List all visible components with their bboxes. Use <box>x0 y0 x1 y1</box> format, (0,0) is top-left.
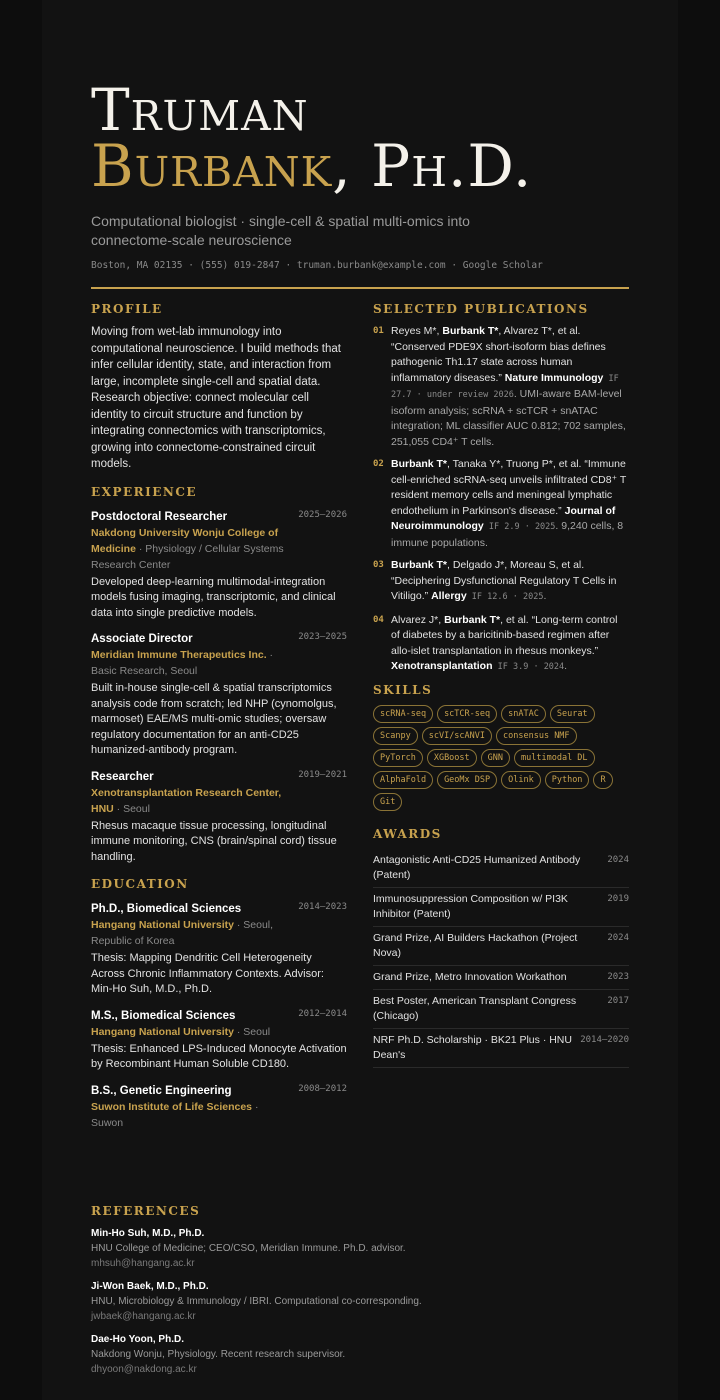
organization-name: Xenotransplantation Research Center, HNU <box>91 786 282 815</box>
entry-description: Thesis: Enhanced LPS-Induced Monocyte Activation by Recombinant Human Soluble CD180. <box>91 1042 347 1070</box>
organization-detail: · Seoul <box>233 1025 271 1038</box>
skill-chip: snATAC <box>501 705 546 723</box>
publication-item <box>373 558 629 606</box>
publication-authors-pre: Reyes M*, <box>391 325 443 337</box>
publication-journal: Xenotransplantation <box>391 660 493 672</box>
organization-detail: · Suwon <box>91 1100 259 1129</box>
publication-self-author: Burbank T* <box>442 325 499 337</box>
education-item <box>91 1083 347 1131</box>
section-references-title: REFERENCES <box>91 1204 201 1218</box>
skill-chip: multimodal DL <box>514 749 595 767</box>
publication-self-author: Burbank T* <box>391 559 448 571</box>
skill-chip: PyTorch <box>373 749 423 767</box>
publication-citation: , Alvarez T*, et al. “Conserved PDE9X short-isoform bias defines pathogenic Th1.17 state across human inflammatory diseases.” <box>391 325 606 384</box>
skill-chip: consensus NMF <box>496 727 577 745</box>
entry-description: Rhesus macaque tissue processing, longitudinal immune monitoring, CNS (brain/spinal cord) tissue handling. <box>91 819 337 863</box>
entry-organization <box>91 1024 287 1040</box>
references-section <box>91 1204 629 1377</box>
section-profile-title: PROFILE <box>91 302 163 316</box>
last-name: Burbank <box>91 132 333 200</box>
publication-number: 02 <box>373 459 384 469</box>
publication-note: . <box>543 590 547 602</box>
publication-number: 04 <box>373 614 384 625</box>
publication-journal: Journal of Neuroimmunology <box>391 504 616 532</box>
skill-chip: Python <box>545 771 590 789</box>
publication-item <box>373 457 629 551</box>
award-year: 2023 <box>607 971 629 982</box>
publication-number: 03 <box>373 560 384 570</box>
entry-date: 2025–2026 <box>298 509 347 520</box>
reference-item <box>91 1279 629 1324</box>
skill-chip: R <box>593 771 612 789</box>
experience-item <box>91 631 347 759</box>
education-item <box>91 1008 347 1073</box>
experience-list <box>91 509 347 866</box>
entry-title: Researcher <box>91 770 154 783</box>
entry-date: 2012–2014 <box>298 1008 347 1019</box>
reference-email[interactable]: dhyoon@nakdong.ac.kr <box>91 1364 197 1375</box>
publication-meta: IF 3.9 · 2024 <box>492 662 565 672</box>
publication-authors-pre: Alvarez J*, <box>391 613 445 626</box>
profile-text: Moving from wet-lab immunology into computational neuroscience. I build methods that infer cellular identity, state, and interaction from large, incomplete single-cell and spatial data. Research objective: connect molecular cell identity to circuit structure and function by integrating connectomics with transcriptomics, growing into connectome-constrained circuit models. <box>91 326 341 470</box>
entry-description: Developed deep-learning multimodal-integration models fusing imaging, transcriptomic, and clinical data into single predictive models. <box>91 575 336 619</box>
award-list <box>373 849 629 1068</box>
entry-title: Ph.D., Biomedical Sciences <box>91 903 242 915</box>
reference-item <box>91 1226 629 1271</box>
section-skills-title: SKILLS <box>373 682 433 697</box>
award-item <box>373 927 629 966</box>
organization-name: Meridian Immune Therapeutics Inc. <box>91 649 267 661</box>
name-suffix: , Ph.D. <box>332 132 533 200</box>
skill-list <box>373 705 629 811</box>
experience-item <box>91 509 347 622</box>
publication-self-author: Burbank T* <box>391 458 448 470</box>
entry-title: Associate Director <box>91 633 193 645</box>
organization-name: Nakdong University Wonju College of Medicine <box>91 526 279 555</box>
organization-detail: · Seoul <box>113 802 150 815</box>
entry-date: 2019–2021 <box>298 769 347 780</box>
contact-line[interactable]: Boston, MA 02135 · (555) 019-2847 · truman.burbank@example.com · Google Scholar <box>91 260 543 271</box>
entry-organization <box>91 647 287 679</box>
entry-description: Thesis: Mapping Dendritic Cell Heterogeneity Across Chronic Inflammatory Contexts. Advisor: Min-Ho Suh, M.D., Ph.D. <box>91 952 324 995</box>
reference-item <box>91 1332 629 1377</box>
award-item <box>373 990 629 1029</box>
award-title: Immunosuppression Composition w/ PI3K Inhibitor (Patent) <box>373 892 568 920</box>
skill-chip: GNN <box>481 749 510 767</box>
award-title: Grand Prize, Metro Innovation Workathon <box>373 970 567 983</box>
publication-journal: Allergy <box>431 590 467 602</box>
award-title: NRF Ph.D. Scholarship · BK21 Plus · HNU Dean's <box>373 1033 572 1061</box>
section-experience-title: EXPERIENCE <box>91 484 198 499</box>
publication-journal: Nature Immunology <box>504 371 604 384</box>
organization-detail: · Physiology / Cellular Systems Research Center <box>91 542 284 571</box>
publication-meta: IF 12.6 · 2025 <box>466 592 544 602</box>
skill-chip: Seurat <box>550 705 595 723</box>
publication-item <box>373 613 629 676</box>
entry-date: 2014–2023 <box>298 902 347 912</box>
publication-note: . UMI-aware BAM-level isoform analysis; scRNA + scTCR + snATAC integration; ML classifier AUC 0.812; 702 samples, 251,055 CD4⁺ T cells. <box>391 388 626 448</box>
experience-item <box>91 769 347 866</box>
award-year: 2014–2020 <box>580 1034 629 1045</box>
publication-citation: , Delgado J*, Moreau S, et al. “Deciphering Dysfunctional Regulatory T Cells in Vitiligo.” <box>391 559 617 602</box>
reference-description: Nakdong Wonju, Physiology. Recent research supervisor. <box>91 1349 346 1360</box>
award-title: Grand Prize, AI Builders Hackathon (Project Nova) <box>373 931 578 959</box>
publication-self-author: Burbank T* <box>444 613 501 626</box>
award-item <box>373 849 629 888</box>
award-year: 2024 <box>607 932 629 943</box>
education-item <box>91 901 347 998</box>
skill-chip: scTCR-seq <box>437 705 497 723</box>
award-item <box>373 966 629 990</box>
publication-citation: , et al. “Long-term control of diabetes by a baricitinib-based regimen after allo-islet transplantation in rhesus monkeys.” <box>391 613 618 657</box>
reference-name: Ji-Won Baek, M.D., Ph.D. <box>91 1281 209 1292</box>
award-item <box>373 1029 629 1068</box>
skill-chip: scRNA-seq <box>373 705 433 723</box>
award-year: 2024 <box>607 854 629 865</box>
award-title: Antagonistic Anti-CD25 Humanized Antibody (Patent) <box>373 853 581 881</box>
tagline: Computational biologist · single-cell & spatial multi-omics into connectome-scale neuroscience <box>91 213 470 248</box>
publication-number: 01 <box>373 326 384 336</box>
entry-description: Built in-house single-cell & spatial transcriptomics analysis code from scratch; led NHP (cynomolgus, marmoset) EAE/MS multi-omic studies; oversaw regulatory documentation for an anti-CD25 humanized-antibody program. <box>91 682 337 756</box>
publication-note: . <box>564 660 568 672</box>
organization-name: Suwon Institute of Life Sciences <box>91 1100 253 1113</box>
skill-chip: scVI/scANVI <box>422 727 492 745</box>
publication-meta: IF 27.7 · under review 2026 <box>391 373 619 400</box>
entry-date: 2023–2025 <box>298 632 347 642</box>
first-name: Truman <box>91 76 309 144</box>
entry-organization <box>91 1099 287 1131</box>
section-publications-title: SELECTED PUBLICATIONS <box>373 302 589 316</box>
organization-name: Hangang National University <box>91 1025 234 1038</box>
organization-detail: · Seoul, Republic of Korea <box>91 919 274 947</box>
entry-organization <box>91 917 287 949</box>
skill-chip: Olink <box>501 771 541 789</box>
section-education-title: EDUCATION <box>91 877 189 891</box>
publication-meta: IF 2.9 · 2025 <box>483 522 556 532</box>
reference-description: HNU, Microbiology & Immunology / IBRI. Computational co-corresponding. <box>91 1296 422 1307</box>
entry-date: 2008–2012 <box>298 1083 347 1094</box>
entry-title: M.S., Biomedical Sciences <box>91 1009 236 1022</box>
entry-organization <box>91 525 287 573</box>
header-divider <box>91 287 629 289</box>
award-year: 2019 <box>607 893 629 904</box>
skill-chip: AlphaFold <box>373 771 433 789</box>
skill-chip: Scanpy <box>373 727 418 745</box>
skill-chip: GeoMx DSP <box>437 771 497 789</box>
organization-name: Hangang National University <box>91 919 234 931</box>
reference-list <box>91 1226 629 1377</box>
reference-email[interactable]: mhsuh@hangang.ac.kr <box>91 1258 195 1269</box>
skill-chip: XGBoost <box>427 749 477 767</box>
right-column <box>373 302 629 1068</box>
publication-citation: , Tanaka Y*, Truong P*, et al. “Immune cell-enriched scRNA-seq unveils infiltrated CD8⁺ T resident memory cells and meningeal lymphatic endothelium in Parkinson's disease.” <box>391 458 627 517</box>
reference-description: HNU College of Medicine; CEO/CSO, Meridian Immune. Ph.D. advisor. <box>91 1243 406 1254</box>
left-column <box>91 302 347 1131</box>
name-heading <box>91 76 533 200</box>
education-list <box>91 901 347 1131</box>
entry-title: Postdoctoral Researcher <box>91 510 228 523</box>
publication-item <box>373 324 629 450</box>
entry-title: B.S., Genetic Engineering <box>91 1084 232 1097</box>
award-title: Best Poster, American Transplant Congress (Chicago) <box>373 994 577 1022</box>
publication-note: . 9,240 cells, 8 immune populations. <box>391 520 624 549</box>
section-awards-title: AWARDS <box>373 826 442 841</box>
skill-chip: Git <box>373 793 402 811</box>
reference-email[interactable]: jwbaek@hangang.ac.kr <box>91 1311 196 1322</box>
reference-name: Dae-Ho Yoon, Ph.D. <box>91 1334 184 1345</box>
organization-detail: · Basic Research, Seoul <box>91 649 274 677</box>
award-item <box>373 888 629 927</box>
award-year: 2017 <box>607 995 629 1006</box>
reference-name: Min-Ho Suh, M.D., Ph.D. <box>91 1228 205 1239</box>
entry-organization <box>91 785 287 817</box>
publication-list <box>373 324 629 676</box>
